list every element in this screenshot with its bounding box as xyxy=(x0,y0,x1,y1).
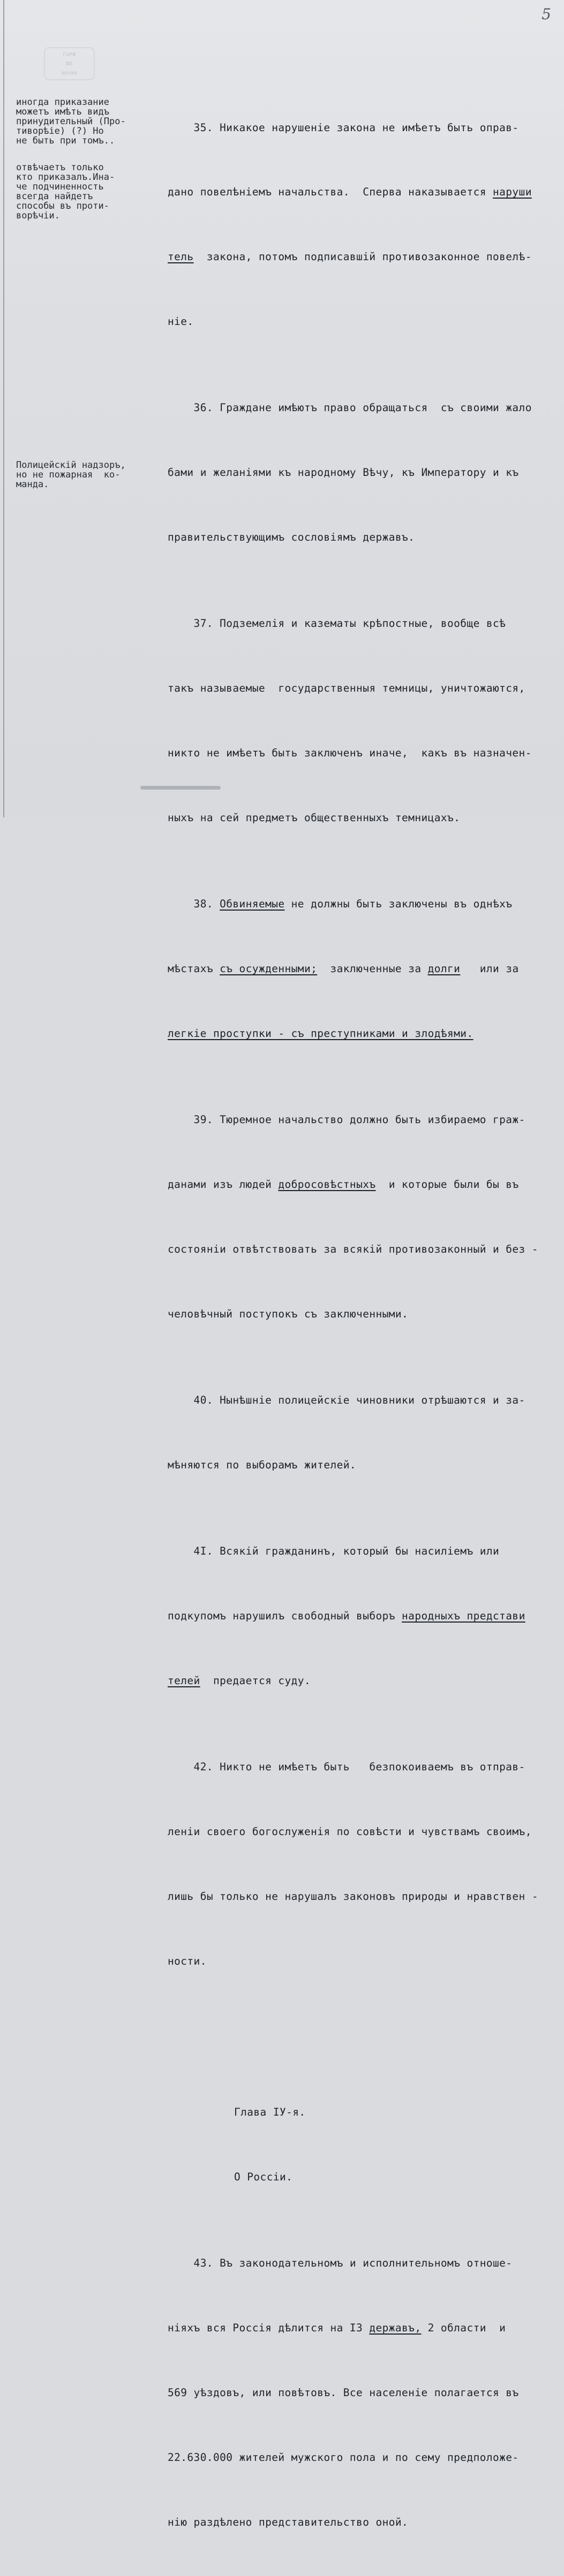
article-39-line: состояніи отвѣтствовать за всякій противозаконный и без - xyxy=(168,1243,538,1256)
underlined-text: державъ, xyxy=(369,2321,422,2334)
article-41-line: 4I. Всякій гражданинъ, который бы насиліемъ или xyxy=(168,1545,500,1558)
page-fold-line xyxy=(3,0,4,817)
text-run: подкупомъ нарушилъ свободный выборъ xyxy=(168,1610,402,1623)
article-36-line: бами и желаніями къ народному Вѣчу, къ Императору и къ xyxy=(168,466,519,479)
article-38-line xyxy=(168,1023,561,1044)
article-43-line xyxy=(168,2317,561,2339)
text-run: 38. xyxy=(168,898,220,911)
stamp-line: №5 xyxy=(66,61,73,67)
underlined-text: легкіе проступки - съ преступниками и злодѣями. xyxy=(168,1027,473,1040)
text-run: мѣстахъ xyxy=(168,963,220,975)
article-42-line: 42. Никто не имѣетъ быть безпокоиваемъ въ отправ- xyxy=(168,1761,525,1774)
text-run: не должны быть заключены въ однѣхъ xyxy=(284,898,513,911)
chapter-subtitle: О Россіи. xyxy=(234,2170,293,2183)
blank-line xyxy=(168,2037,561,2058)
article-42-line: леніи своего богослуженія по совѣсти и чувствамъ своимъ, xyxy=(168,1825,532,1838)
ink-smudge xyxy=(140,786,221,790)
article-43-line: 22.630.000 жителей мужского пола и по сему предположе- xyxy=(168,2451,519,2464)
article-41-line xyxy=(168,1670,561,1692)
article-38-line xyxy=(168,893,561,915)
underlined-text: тель xyxy=(168,251,194,263)
page-number: 5 xyxy=(542,5,551,23)
margin-note-1: иногда приказание можетъ имѣть видъ принудительный (Про- тиворѣіе) (?) Но не быть при томъ.. xyxy=(16,97,126,146)
article-42-line: ности. xyxy=(168,1954,207,1967)
article-37-line: никто не имѣетъ быть заключенъ иначе, какъ въ назначен- xyxy=(168,747,532,760)
article-37-line: ныхъ на сей предметъ общественныхъ темницахъ. xyxy=(168,812,461,824)
underlined-text: телей xyxy=(168,1674,200,1687)
article-40-line: 40. Нынѣшніе полицейскіе чиновники отрѣшаются и за- xyxy=(168,1394,525,1407)
text-run: и которые были бы въ xyxy=(375,1178,519,1191)
article-43-line: 569 уѣздовъ, или повѣтовъ. Все населеніе полагается въ xyxy=(168,2386,519,2399)
article-37-line: такъ называемые государственныя темницы, уничтожаются, xyxy=(168,682,525,695)
underlined-text: народныхъ представи xyxy=(402,1610,525,1623)
article-43-line: нію раздѣлено представительство оной. xyxy=(168,2516,409,2528)
article-37-line: 37. Подземелія и казематы крѣпостные, вообще всѣ xyxy=(168,617,506,630)
text-run: заключенные за xyxy=(317,963,428,975)
underlined-text: долги xyxy=(427,963,461,975)
article-35-line xyxy=(168,246,561,268)
article-38-line xyxy=(168,958,561,980)
text-run: ніяхъ вся Россія дѣлится на I3 xyxy=(168,2321,370,2334)
article-35-line: ніе. xyxy=(168,315,194,328)
article-42-line: лишь бы только не нарушалъ законовъ природы и нравствен - xyxy=(168,1890,538,1903)
margin-note-2: отвѣчаетъ только кто приказалъ.Ина- че подчиненность всегда найдетъ способы въ проти- ворѣчіи. xyxy=(16,162,115,221)
text-run: закона, потомъ подписавшій противозаконное повелѣ- xyxy=(193,251,532,263)
article-39-line xyxy=(168,1174,561,1195)
article-39-line: 39. Тюремное начальство должно быть избираемо граж- xyxy=(168,1113,525,1126)
text-run: предается суду. xyxy=(200,1674,311,1687)
article-35-line: 35. Никакое нарушеніе закона не имѣетъ быть оправ- xyxy=(168,121,519,134)
chapter-title: Глава IУ-я. xyxy=(234,2105,306,2118)
archive-stamp xyxy=(44,47,95,80)
article-36-line: правительствующимъ сословіямъ державъ. xyxy=(168,531,415,544)
article-43-line: 43. Въ законодательномъ и исполнительномъ отноше- xyxy=(168,2256,513,2269)
article-40-line: мѣняются по выборамъ жителей. xyxy=(168,1459,357,1471)
stamp-line: ГАРФ xyxy=(63,52,76,58)
underlined-text: наруши xyxy=(493,186,532,199)
article-35-line xyxy=(168,181,561,203)
stamp-line: архив xyxy=(61,70,78,76)
text-run: дано повелѣніемъ начальства. Сперва наказывается xyxy=(168,186,493,199)
text-run: данами изъ людей xyxy=(168,1178,279,1191)
article-36-line: 36. Граждане имѣютъ право обращаться съ своими жало xyxy=(168,401,532,414)
margin-note-3: Полицейскій надзоръ, но не пожарная ко- манда. xyxy=(16,460,126,490)
article-39-line: человѣчный поступокъ съ заключенными. xyxy=(168,1307,409,1320)
text-run: 2 области и xyxy=(421,2321,506,2334)
underlined-text: съ осужденными; xyxy=(220,963,318,975)
article-41-line xyxy=(168,1605,561,1627)
underlined-text: добросовѣстныхъ xyxy=(278,1178,376,1191)
main-text xyxy=(168,74,561,2576)
text-run: или за xyxy=(460,963,519,975)
underlined-text: Обвиняемые xyxy=(220,898,285,911)
